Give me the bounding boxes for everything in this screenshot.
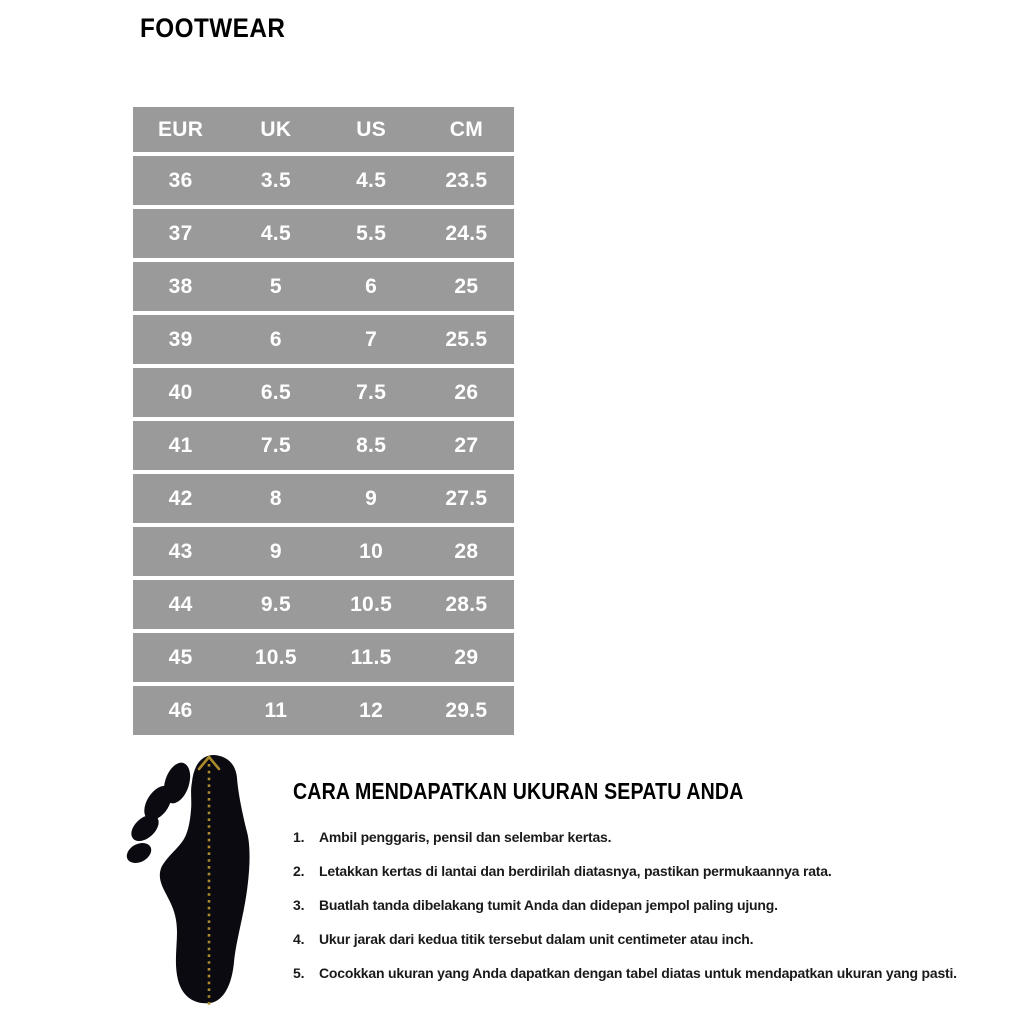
table-cell: 10.5 <box>350 592 393 616</box>
foot-silhouette-icon <box>123 755 249 1003</box>
table-cell: 24.5 <box>445 221 488 245</box>
table-cell: 5 <box>269 274 282 298</box>
table-cell: 7 <box>365 327 378 351</box>
table-cell: 6 <box>365 274 378 298</box>
table-row <box>133 315 514 364</box>
size-table <box>133 107 514 739</box>
table-cell: 41 <box>168 433 193 457</box>
step-number: 3. <box>293 897 305 913</box>
table-cell: 38 <box>168 274 193 298</box>
instruction-step <box>293 931 1013 947</box>
step-text: Cocokkan ukuran yang Anda dapatkan dengan tabel diatas untuk mendapatkan ukuran yang pasti. <box>319 965 957 981</box>
table-cell: 28 <box>454 539 479 563</box>
table-cell: 6.5 <box>260 380 291 404</box>
table-cell: 11 <box>264 698 288 722</box>
table-cell: 27.5 <box>445 486 488 510</box>
table-cell: 29.5 <box>445 698 488 722</box>
table-row <box>133 421 514 470</box>
table-cell: 40 <box>168 380 193 404</box>
size-table-body <box>133 156 514 735</box>
column-header-us: US <box>356 117 387 141</box>
table-cell: 3.5 <box>260 168 291 192</box>
column-header-eur: EUR <box>158 117 204 141</box>
table-cell: 10 <box>359 539 384 563</box>
step-number: 4. <box>293 931 305 947</box>
table-cell: 9 <box>269 539 282 563</box>
instruction-step <box>293 829 1013 845</box>
column-header-uk: UK <box>260 117 292 141</box>
table-cell: 26 <box>454 380 479 404</box>
table-cell: 4.5 <box>356 168 387 192</box>
step-number: 2. <box>293 863 305 879</box>
table-cell: 36 <box>168 168 193 192</box>
table-row <box>133 209 514 258</box>
table-cell: 6 <box>269 327 282 351</box>
table-cell: 37 <box>168 221 193 245</box>
foot-illustration <box>118 752 282 1014</box>
table-cell: 44 <box>168 592 193 616</box>
page-title: FOOTWEAR <box>140 13 286 43</box>
instructions-heading: CARA MENDAPATKAN UKURAN SEPATU ANDA <box>293 778 744 804</box>
table-cell: 10.5 <box>254 645 297 669</box>
table-row <box>133 156 514 205</box>
table-cell: 9.5 <box>260 592 291 616</box>
table-cell: 45 <box>168 645 193 669</box>
step-number: 5. <box>293 965 305 981</box>
table-cell: 39 <box>168 327 193 351</box>
instruction-step <box>293 965 1013 981</box>
step-number: 1. <box>293 829 305 845</box>
column-header-cm: CM <box>449 117 483 141</box>
instruction-step <box>293 863 1013 879</box>
size-table-header-row <box>133 107 514 152</box>
table-row <box>133 262 514 311</box>
instructions-section <box>293 778 1013 999</box>
table-cell: 29 <box>454 645 479 669</box>
table-cell: 12 <box>359 698 384 722</box>
instruction-step <box>293 897 1013 913</box>
table-row <box>133 580 514 629</box>
table-cell: 8 <box>269 486 282 510</box>
table-cell: 46 <box>168 698 193 722</box>
table-cell: 28.5 <box>445 592 488 616</box>
table-cell: 42 <box>168 486 193 510</box>
step-text: Ukur jarak dari kedua titik tersebut dalam unit centimeter atau inch. <box>319 931 754 947</box>
table-row <box>133 686 514 735</box>
table-cell: 5.5 <box>356 221 387 245</box>
table-cell: 7.5 <box>356 380 387 404</box>
step-text: Letakkan kertas di lantai dan berdirilah diatasnya, pastikan permukaannya rata. <box>319 863 832 879</box>
table-cell: 25 <box>454 274 479 298</box>
table-row <box>133 368 514 417</box>
step-text: Ambil penggaris, pensil dan selembar kertas. <box>319 829 612 845</box>
foot-measure-graphic <box>118 752 282 1014</box>
instructions-list <box>293 829 1013 981</box>
table-cell: 8.5 <box>356 433 387 457</box>
table-cell: 11.5 <box>350 645 392 669</box>
step-text: Buatlah tanda dibelakang tumit Anda dan didepan jempol paling ujung. <box>319 897 778 913</box>
table-cell: 25.5 <box>445 327 488 351</box>
table-row <box>133 633 514 682</box>
table-cell: 9 <box>365 486 378 510</box>
table-cell: 43 <box>168 539 193 563</box>
table-cell: 23.5 <box>445 168 488 192</box>
table-row <box>133 474 514 523</box>
table-cell: 27 <box>454 433 479 457</box>
table-cell: 7.5 <box>260 433 291 457</box>
table-cell: 4.5 <box>260 221 291 245</box>
table-row <box>133 527 514 576</box>
